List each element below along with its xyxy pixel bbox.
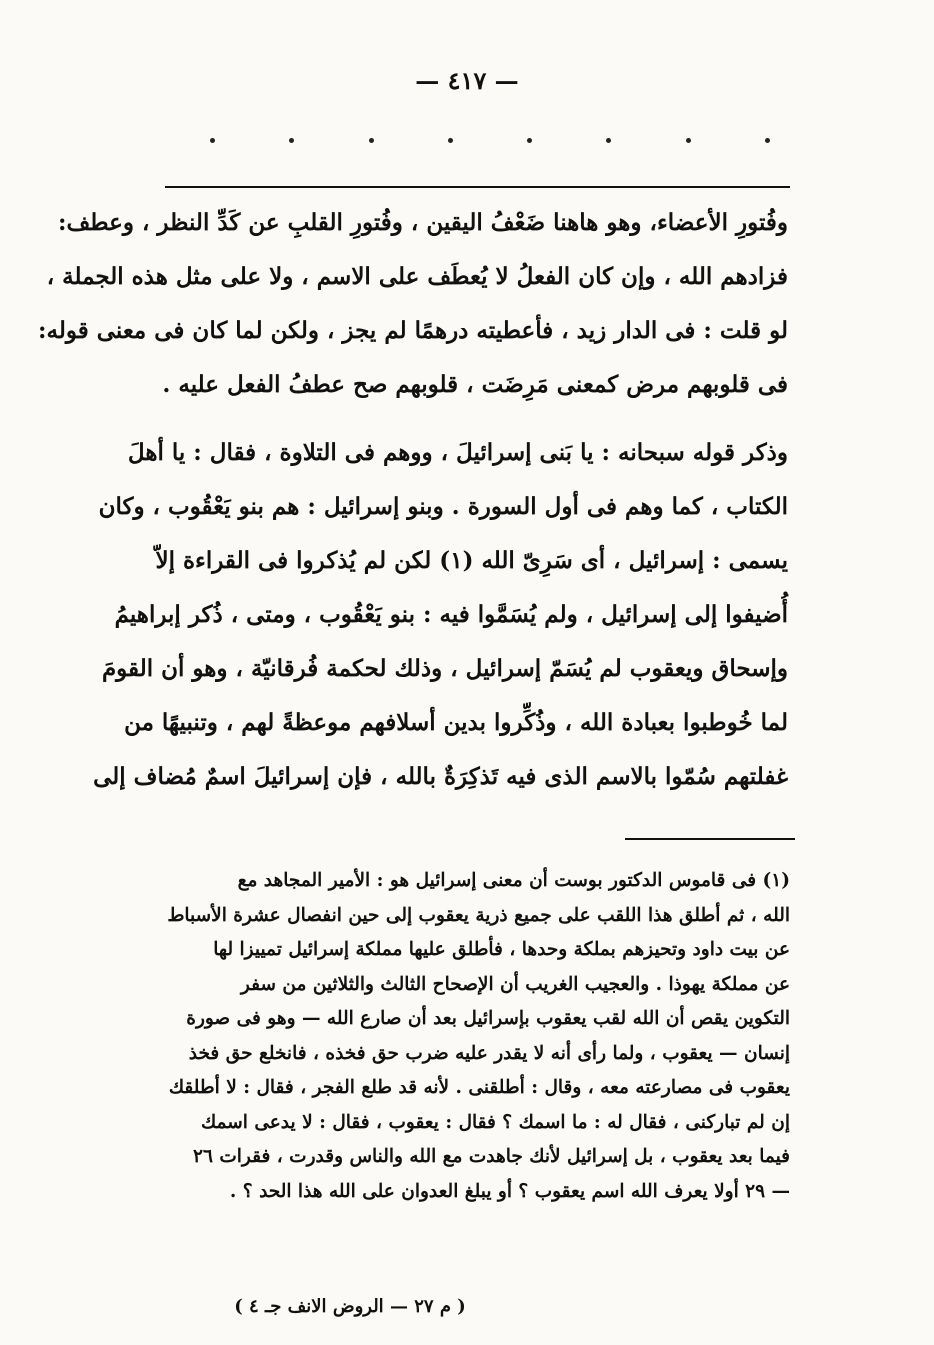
footnote-line: عن مملكة يهوذا . والعجيب الغريب أن الإصحاح الثالث والثلاثين من سفر [240, 973, 790, 995]
footnote-line: الله ، ثم أطلق هذا اللقب على جميع ذرية يعقوب إلى حين انفصال عشرة الأسباط [167, 904, 790, 926]
dot [369, 138, 374, 143]
footnote-line: إنسان — يعقوب ، ولما رأى أنه لا يقدر عليه ضرب حق فخذه ، فانخلع حق فخذ [188, 1042, 790, 1064]
text-line: الكتاب ، كما وهم فى أول السورة . وبنو إسرائيل : هم بنو يَعْقُوب ، وكان [98, 493, 788, 520]
footnote [167, 864, 790, 1209]
text-line: فزادهم الله ، وإن كان الفعلُ لا يُعطَف على الاسم ، ولا على مثل هذه الجملة ، [46, 263, 788, 290]
text-line: وذكر قوله سبحانه : يا بَنى إسرائيلَ ، ووهم فى التلاوة ، فقال : يا أهلَ [127, 439, 788, 466]
footnote-line: فيما بعد يعقوب ، بل إسرائيل لأنك جاهدت مع الله والناس وقدرت ، فقرات ٢٦ [193, 1146, 790, 1167]
text-line: وإسحاق ويعقوب لم يُسَمّ إسرائيل ، وذلك لحكمة فُرقانيّة ، وهو أن القومَ [101, 655, 788, 682]
signature-mark: ( م ٢٧ — الروض الانف جـ ٤ ) [234, 1296, 466, 1317]
dot [527, 138, 532, 143]
footnote-line: عن بيت داود وتحيزهم بملكة وحدها ، فأطلق عليها مملكة إسرائيل تمييزا لها [213, 939, 790, 960]
text-line: غفلتهم سُمّوا بالاسم الذى فيه تَذكِرَةٌ بالله ، فإن إسرائيلَ اسمٌ مُضاف إلى [93, 763, 788, 790]
text-line: وفُتورِ الأعضاء، وهو هاهنا ضَعْفُ اليقين ، وفُتورِ القلبِ عن كَدِّ النظر ، وعطف: [58, 209, 788, 236]
dot [606, 138, 611, 143]
dot [448, 138, 453, 143]
text-line: فى قلوبهم مرض كمعنى مَرِضَت ، قلوبهم صح عطفُ الفعل عليه . [162, 371, 788, 398]
dot [289, 138, 294, 143]
footnote-line: التكوين يقص أن الله لقب يعقوب بإسرائيل بعد أن صارع الله — وهو فى صورة [186, 1008, 790, 1029]
text-line: لما خُوطبوا بعبادة الله ، وذُكِّروا بدين أسلافهم موعظةً لهم ، وتنبيهًا من [124, 709, 788, 736]
footnote-line: (١) فى قاموس الدكتور بوست أن معنى إسرائيل هو : الأمير المجاهد مع [237, 870, 790, 891]
page-number: — ٤١٧ — [415, 66, 519, 95]
text-line: أُضيفوا إلى إسرائيل ، ولم يُسَمَّوا فيه : بنو يَعْقُوب ، ومتى ، ذُكر إبراهيمُ [114, 601, 788, 628]
footnote-rule [625, 838, 795, 840]
footnote-line: — ٢٩ أولا يعرف الله اسم يعقوب ؟ أو يبلغ العدوان على الله هذا الحد ؟ . [229, 1180, 790, 1202]
paragraph-1 [38, 196, 788, 412]
footnote-line: إن لم تباركنى ، فقال له : ما اسمك ؟ فقال : يعقوب ، فقال : لا يدعى اسمك [200, 1111, 790, 1133]
footnote-line: يعقوب فى مصارعته معه ، وقال : أطلقنى . لأنه قد طلع الفجر ، فقال : لا أطلقك [168, 1077, 790, 1098]
dot [686, 138, 691, 143]
header-rule [165, 186, 790, 188]
dot [210, 138, 215, 143]
text-line: يسمى : إسرائيل ، أى سَرِىّ الله (١) لكن لم يُذكروا فى القراءة إلاّ [155, 547, 788, 574]
dot [765, 138, 770, 143]
paragraph-2 [93, 426, 788, 804]
header-dots [210, 138, 770, 143]
text-line: لو قلت : فى الدار زيد ، فأعطيته درهمًا لم يجز ، ولكن لما كان فى معنى قوله: [38, 317, 788, 344]
